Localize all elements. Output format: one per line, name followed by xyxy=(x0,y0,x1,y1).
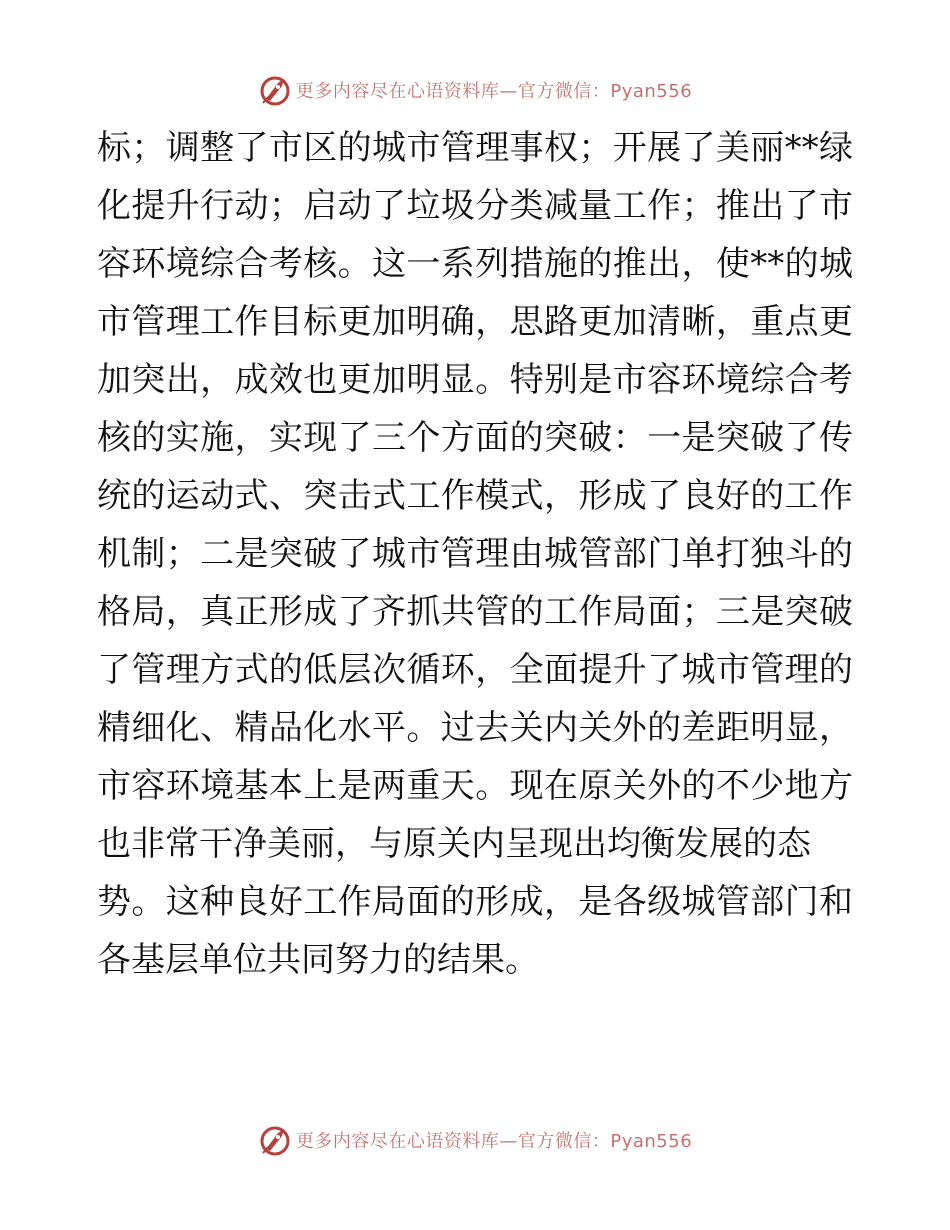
text-line: 格局，真正形成了齐抓共管的工作局面；三是突破 xyxy=(97,592,853,632)
pen-nib-logo-icon xyxy=(258,73,292,107)
text-line: 统的运动式、突击式工作模式，形成了良好的工作 xyxy=(97,476,853,516)
text-line: 市管理工作目标更加明确，思路更加清晰，重点更 xyxy=(97,302,853,342)
text-line: 机制；二是突破了城市管理由城管部门单打独斗的 xyxy=(97,534,853,574)
text-line: 了管理方式的低层次循环，全面提升了城市管理的 xyxy=(97,650,853,690)
text-line: 标；调整了市区的城市管理事权；开展了美丽**绿 xyxy=(97,128,853,168)
text-line: 化提升行动；启动了垃圾分类减量工作；推出了市 xyxy=(97,186,853,226)
document-body xyxy=(97,119,853,989)
footer-banner-text: 更多内容尽在心语资料库—官方微信：Pyan556 xyxy=(295,1131,693,1152)
text-line: 容环境综合考核。这一系列措施的推出，使**的城 xyxy=(97,244,853,284)
text-line: 加突出，成效也更加明显。特别是市容环境综合考 xyxy=(97,360,853,400)
text-line: 各基层单位共同努力的结果。 xyxy=(97,940,539,980)
text-line: 精细化、精品化水平。过去关内关外的差距明显， xyxy=(97,708,853,748)
text-line: 也非常干净美丽，与原关内呈现出均衡发展的态 xyxy=(97,824,811,864)
header-banner xyxy=(0,70,950,110)
text-line: 势。这种良好工作局面的形成，是各级城管部门和 xyxy=(97,882,853,922)
footer-banner xyxy=(0,1120,950,1160)
pen-nib-logo-icon xyxy=(258,1123,292,1157)
header-banner-text: 更多内容尽在心语资料库—官方微信：Pyan556 xyxy=(295,81,693,102)
text-line: 核的实施，实现了三个方面的突破：一是突破了传 xyxy=(97,418,853,458)
text-line: 市容环境基本上是两重天。现在原关外的不少地方 xyxy=(97,766,853,806)
